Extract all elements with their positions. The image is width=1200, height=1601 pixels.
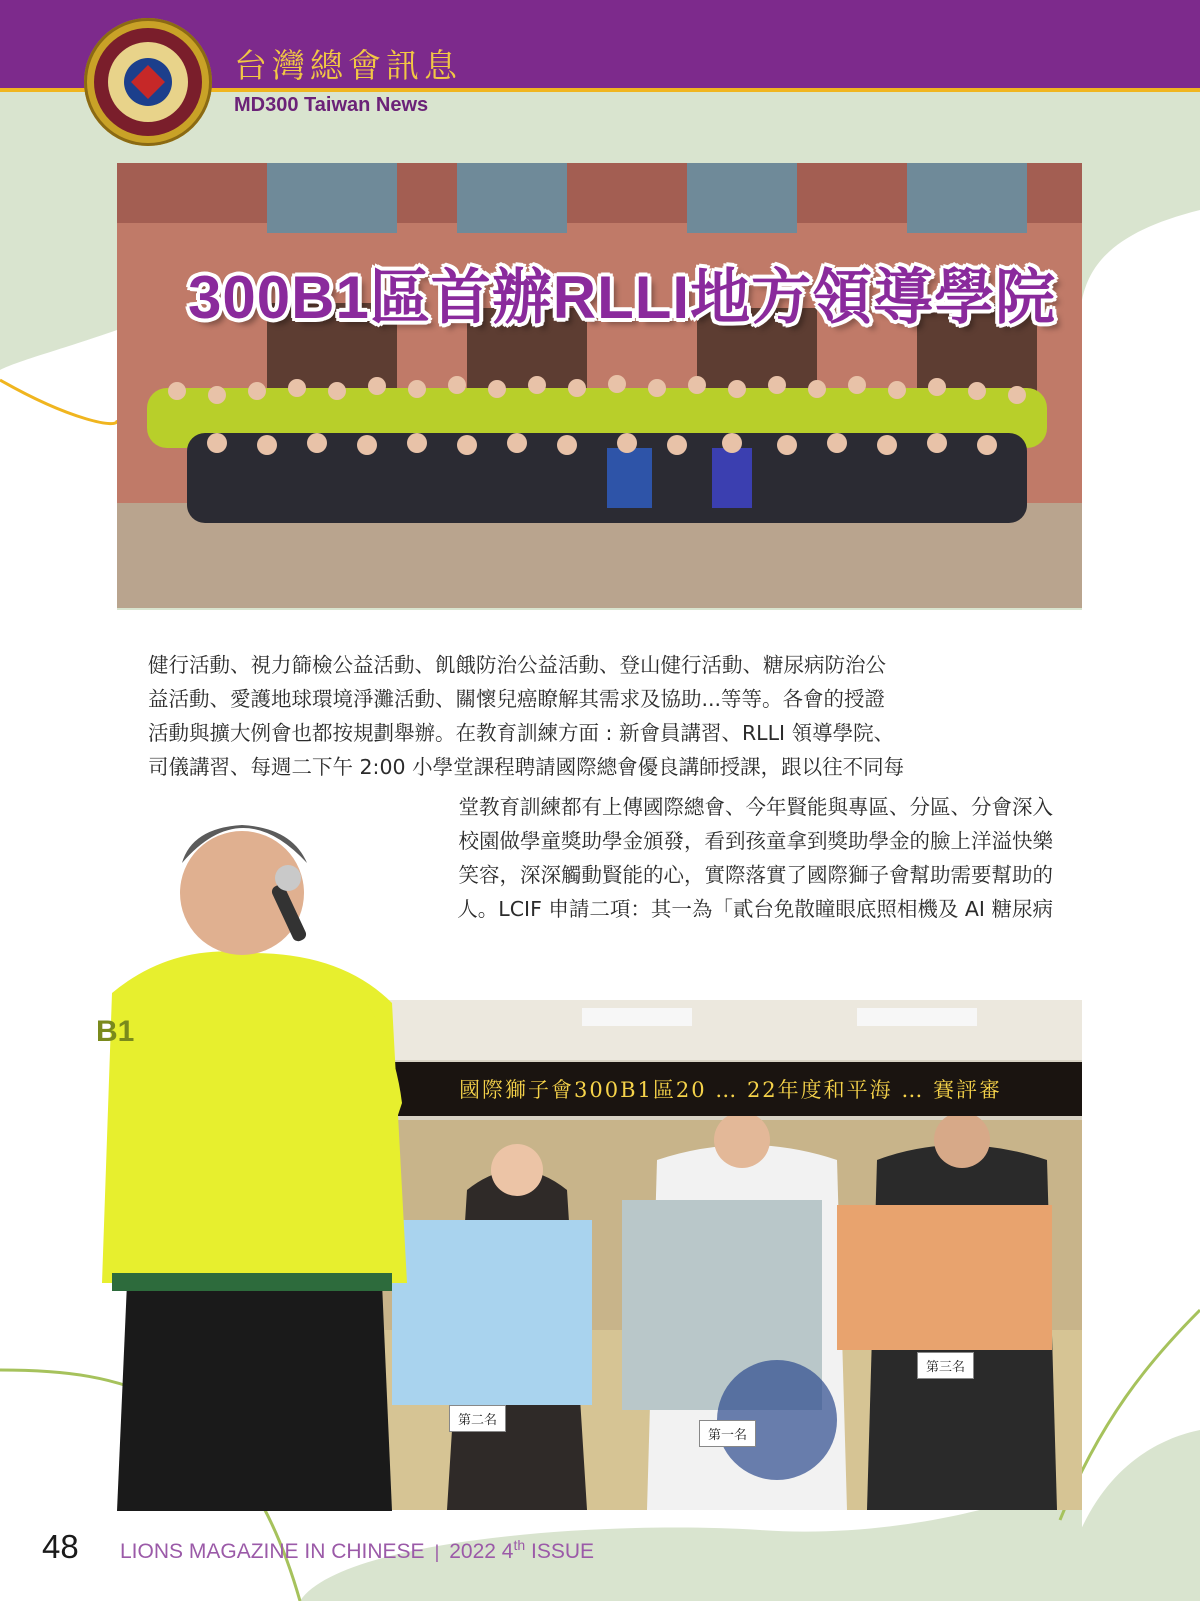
- text-line: 人。LCIF 申請二項：其一為「貳台免散瞳眼底照相機及 AI 糖尿病: [457, 897, 1053, 921]
- shirt-print: B1: [96, 1015, 135, 1048]
- placard-third: 第三名: [917, 1352, 974, 1379]
- text-line: 活動與擴大例會也都按規劃舉辦。在教育訓練方面 : 新會員講習、RLLI 領導學院、: [148, 721, 895, 745]
- text-line: 堂教育訓練都有上傳國際總會、今年賢能與專區、分區、分會深入: [458, 795, 1053, 819]
- led-sign: 國際獅子會300B1區20 … 22年度和平海 … 賽評審: [379, 1062, 1082, 1116]
- magazine-name: LIONS MAGAZINE IN CHINESE: [120, 1540, 425, 1563]
- article-paragraph-2: [318, 790, 1053, 926]
- photo-overlay-title: 300B1區首辦RLLI地方領導學院: [188, 264, 1057, 331]
- text-line: 健行活動、視力篩檢公益活動、飢餓防治公益活動、登山健行活動、糖尿病防治公: [148, 653, 886, 677]
- speaker-portrait: [92, 803, 417, 1511]
- text-line: 司儀講習、每週二下午 2:00 小學堂課程聘請國際總會優良講師授課，跟以往不同每: [148, 755, 905, 779]
- section-title-en: MD300 Taiwan News: [234, 94, 429, 116]
- footer-separator: |: [434, 1542, 440, 1562]
- award-photo: [357, 1000, 1082, 1510]
- lions-logo-icon: [84, 18, 212, 146]
- article-paragraph-1: [148, 648, 1053, 784]
- placard-second: 第二名: [449, 1405, 506, 1432]
- text-line: 益活動、愛護地球環境淨灘活動、關懷兒癌瞭解其需求及協助...等等。各會的授證: [148, 687, 886, 711]
- group-photo: [117, 163, 1082, 608]
- placard-first: 第一名: [699, 1420, 756, 1447]
- text-line: 校園做學童獎助學金頒發，看到孩童拿到獎助學金的臉上洋溢快樂: [458, 829, 1053, 853]
- text-line: 笑容，深深觸動賢能的心，實際落實了國際獅子會幫助需要幫助的: [458, 863, 1053, 887]
- issue-label: 2022 4th ISSUE: [449, 1537, 595, 1563]
- section-title-zh: 台灣總會訊息: [234, 46, 462, 85]
- page-number: 48: [42, 1528, 79, 1565]
- page-footer: [42, 1528, 594, 1566]
